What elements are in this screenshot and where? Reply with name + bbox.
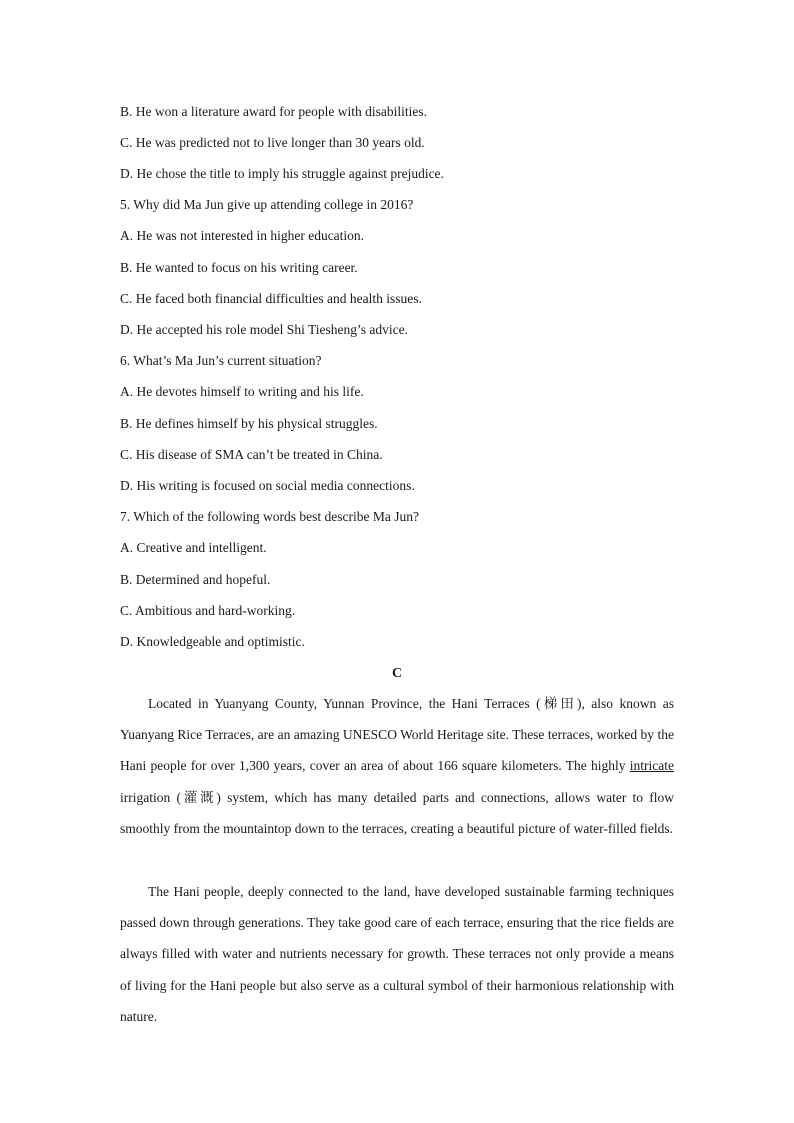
underlined-word: intricate bbox=[629, 758, 674, 774]
option-a-q6: A. He devotes himself to writing and his life. bbox=[120, 384, 364, 399]
option-c-q5: C. He faced both financial difficulties and health issues. bbox=[120, 291, 422, 306]
paragraph-1-text-end: irrigation (灌溉) system, which has many detailed parts and connections, allows water to flow smoothly from the mountaintop down to the terraces, creating a beautiful picture of water-filled fields. bbox=[120, 789, 674, 836]
question-5: 5. Why did Ma Jun give up attending college in 2016? bbox=[120, 197, 414, 212]
question-7: 7. Which of the following words best describe Ma Jun? bbox=[120, 509, 419, 524]
option-a-q5: A. He was not interested in higher education. bbox=[120, 228, 365, 243]
paragraph-1-text-start: Located in Yuanyang County, Yunnan Province, the Hani Terraces (梯田), also known as Yuanyang Rice Terraces, are an amazing UNESCO World Heritage site. These terraces, worked by the Hani people for over 1,300 years, cover an area of about 166 square kilometers. The highly bbox=[120, 696, 674, 774]
option-b-q4: B. He won a literature award for people with disabilities. bbox=[120, 104, 428, 119]
option-d-q5: D. He accepted his role model Shi Tiesheng’s advice. bbox=[120, 322, 408, 337]
option-b-q5: B. He wanted to focus on his writing career. bbox=[120, 260, 358, 275]
paragraph-2: The Hani people, deeply connected to the land, have developed sustainable farming techniques passed down through generations. They take good care of each terrace, ensuring that the rice fields are always filled with water and nutrients necessary for growth. These terraces not only provide a means of living for the Hani people but also serve as a cultural symbol of their harmonious relationship with nature. bbox=[120, 884, 674, 1024]
section-heading: C bbox=[391, 666, 403, 681]
option-b-q7: B. Determined and hopeful. bbox=[120, 572, 271, 587]
option-c-q7: C. Ambitious and hard-working. bbox=[120, 603, 296, 618]
option-a-q7: A. Creative and intelligent. bbox=[120, 540, 267, 555]
option-d-q4: D. He chose the title to imply his struggle against prejudice. bbox=[120, 166, 444, 181]
option-c-q6: C. His disease of SMA can’t be treated in China. bbox=[120, 447, 383, 462]
option-d-q7: D. Knowledgeable and optimistic. bbox=[120, 634, 305, 649]
option-c-q4: C. He was predicted not to live longer than 30 years old. bbox=[120, 135, 425, 150]
option-d-q6: D. His writing is focused on social media connections. bbox=[120, 478, 415, 493]
question-6: 6. What’s Ma Jun’s current situation? bbox=[120, 353, 322, 368]
paragraph-1 bbox=[120, 688, 674, 844]
option-b-q6: B. He defines himself by his physical struggles. bbox=[120, 416, 378, 431]
